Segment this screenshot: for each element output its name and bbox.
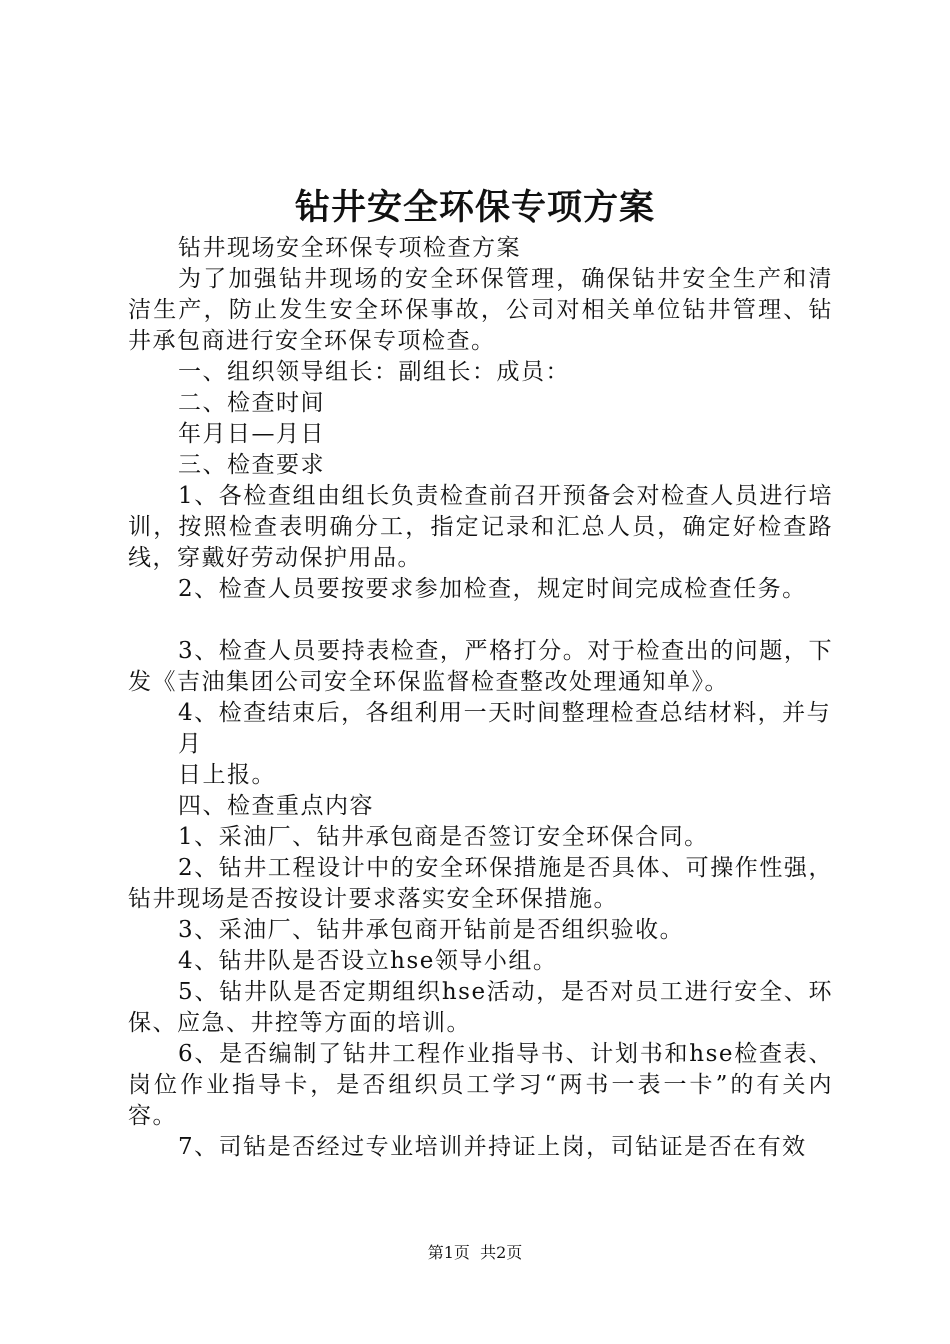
paragraph-month: 月 [178,731,203,757]
paragraph-report-day: 日上报。 [178,762,276,788]
key-content-item-5: 5、钻井队是否定期组织hse活动，是否对员工进行安全、环保、应急、井控等方面的培训。 [128,979,833,1036]
document-body [128,233,833,1163]
key-content-item-1: 1、采油厂、钻井承包商是否签订安全环保合同。 [178,824,709,850]
key-content-item-3: 3、采油厂、钻井承包商开钻前是否组织验收。 [178,917,685,943]
requirement-item-2: 2、检查人员要按要求参加检查，规定时间完成检查任务。 [178,576,807,602]
requirement-item-3: 3、检查人员要持表检查，严格打分。对于检查出的问题，下发《吉油集团公司安全环保监督检查整改处理通知单》。 [128,638,833,695]
document-title: 钻井安全环保专项方案 [294,187,655,228]
blank-line [128,605,833,636]
page-footer [0,1242,950,1264]
paragraph-subtitle: 钻井现场安全环保专项检查方案 [178,235,521,261]
section-heading-time: 二、检查时间 [178,390,325,416]
key-content-item-7: 7、司钻是否经过专业培训并持证上岗，司钻证是否在有效 [178,1134,807,1160]
paragraph-intro: 为了加强钻井现场的安全环保管理，确保钻井安全生产和清洁生产，防止发生安全环保事故，公司对相关单位钻井管理、钻井承包商进行安全环保专项检查。 [128,266,833,354]
page-number: 第1页 共2页 [427,1243,523,1262]
key-content-item-6: 6、是否编制了钻井工程作业指导书、计划书和hse检查表、岗位作业指导卡，是否组织员工学习“两书一表一卡”的有关内容。 [128,1041,833,1129]
key-content-item-4: 4、钻井队是否设立hse领导小组。 [178,948,558,974]
requirement-item-1: 1、各检查组由组长负责检查前召开预备会对检查人员进行培训，按照检查表明确分工，指定记录和汇总人员，确定好检查路线，穿戴好劳动保护用品。 [128,483,833,571]
section-heading-key-content: 四、检查重点内容 [178,793,374,819]
requirement-item-4: 4、检查结束后，各组利用一天时间整理检查总结材料，并与 [178,700,832,726]
paragraph-date-range: 年月日—月日 [178,421,325,447]
section-heading-requirements: 三、检查要求 [178,452,325,478]
key-content-item-2: 2、钻井工程设计中的安全环保措施是否具体、可操作性强，钻井现场是否按设计要求落实安全环保措施。 [128,855,833,912]
section-heading-organization: 一、组织领导组长：副组长：成员： [178,359,570,385]
